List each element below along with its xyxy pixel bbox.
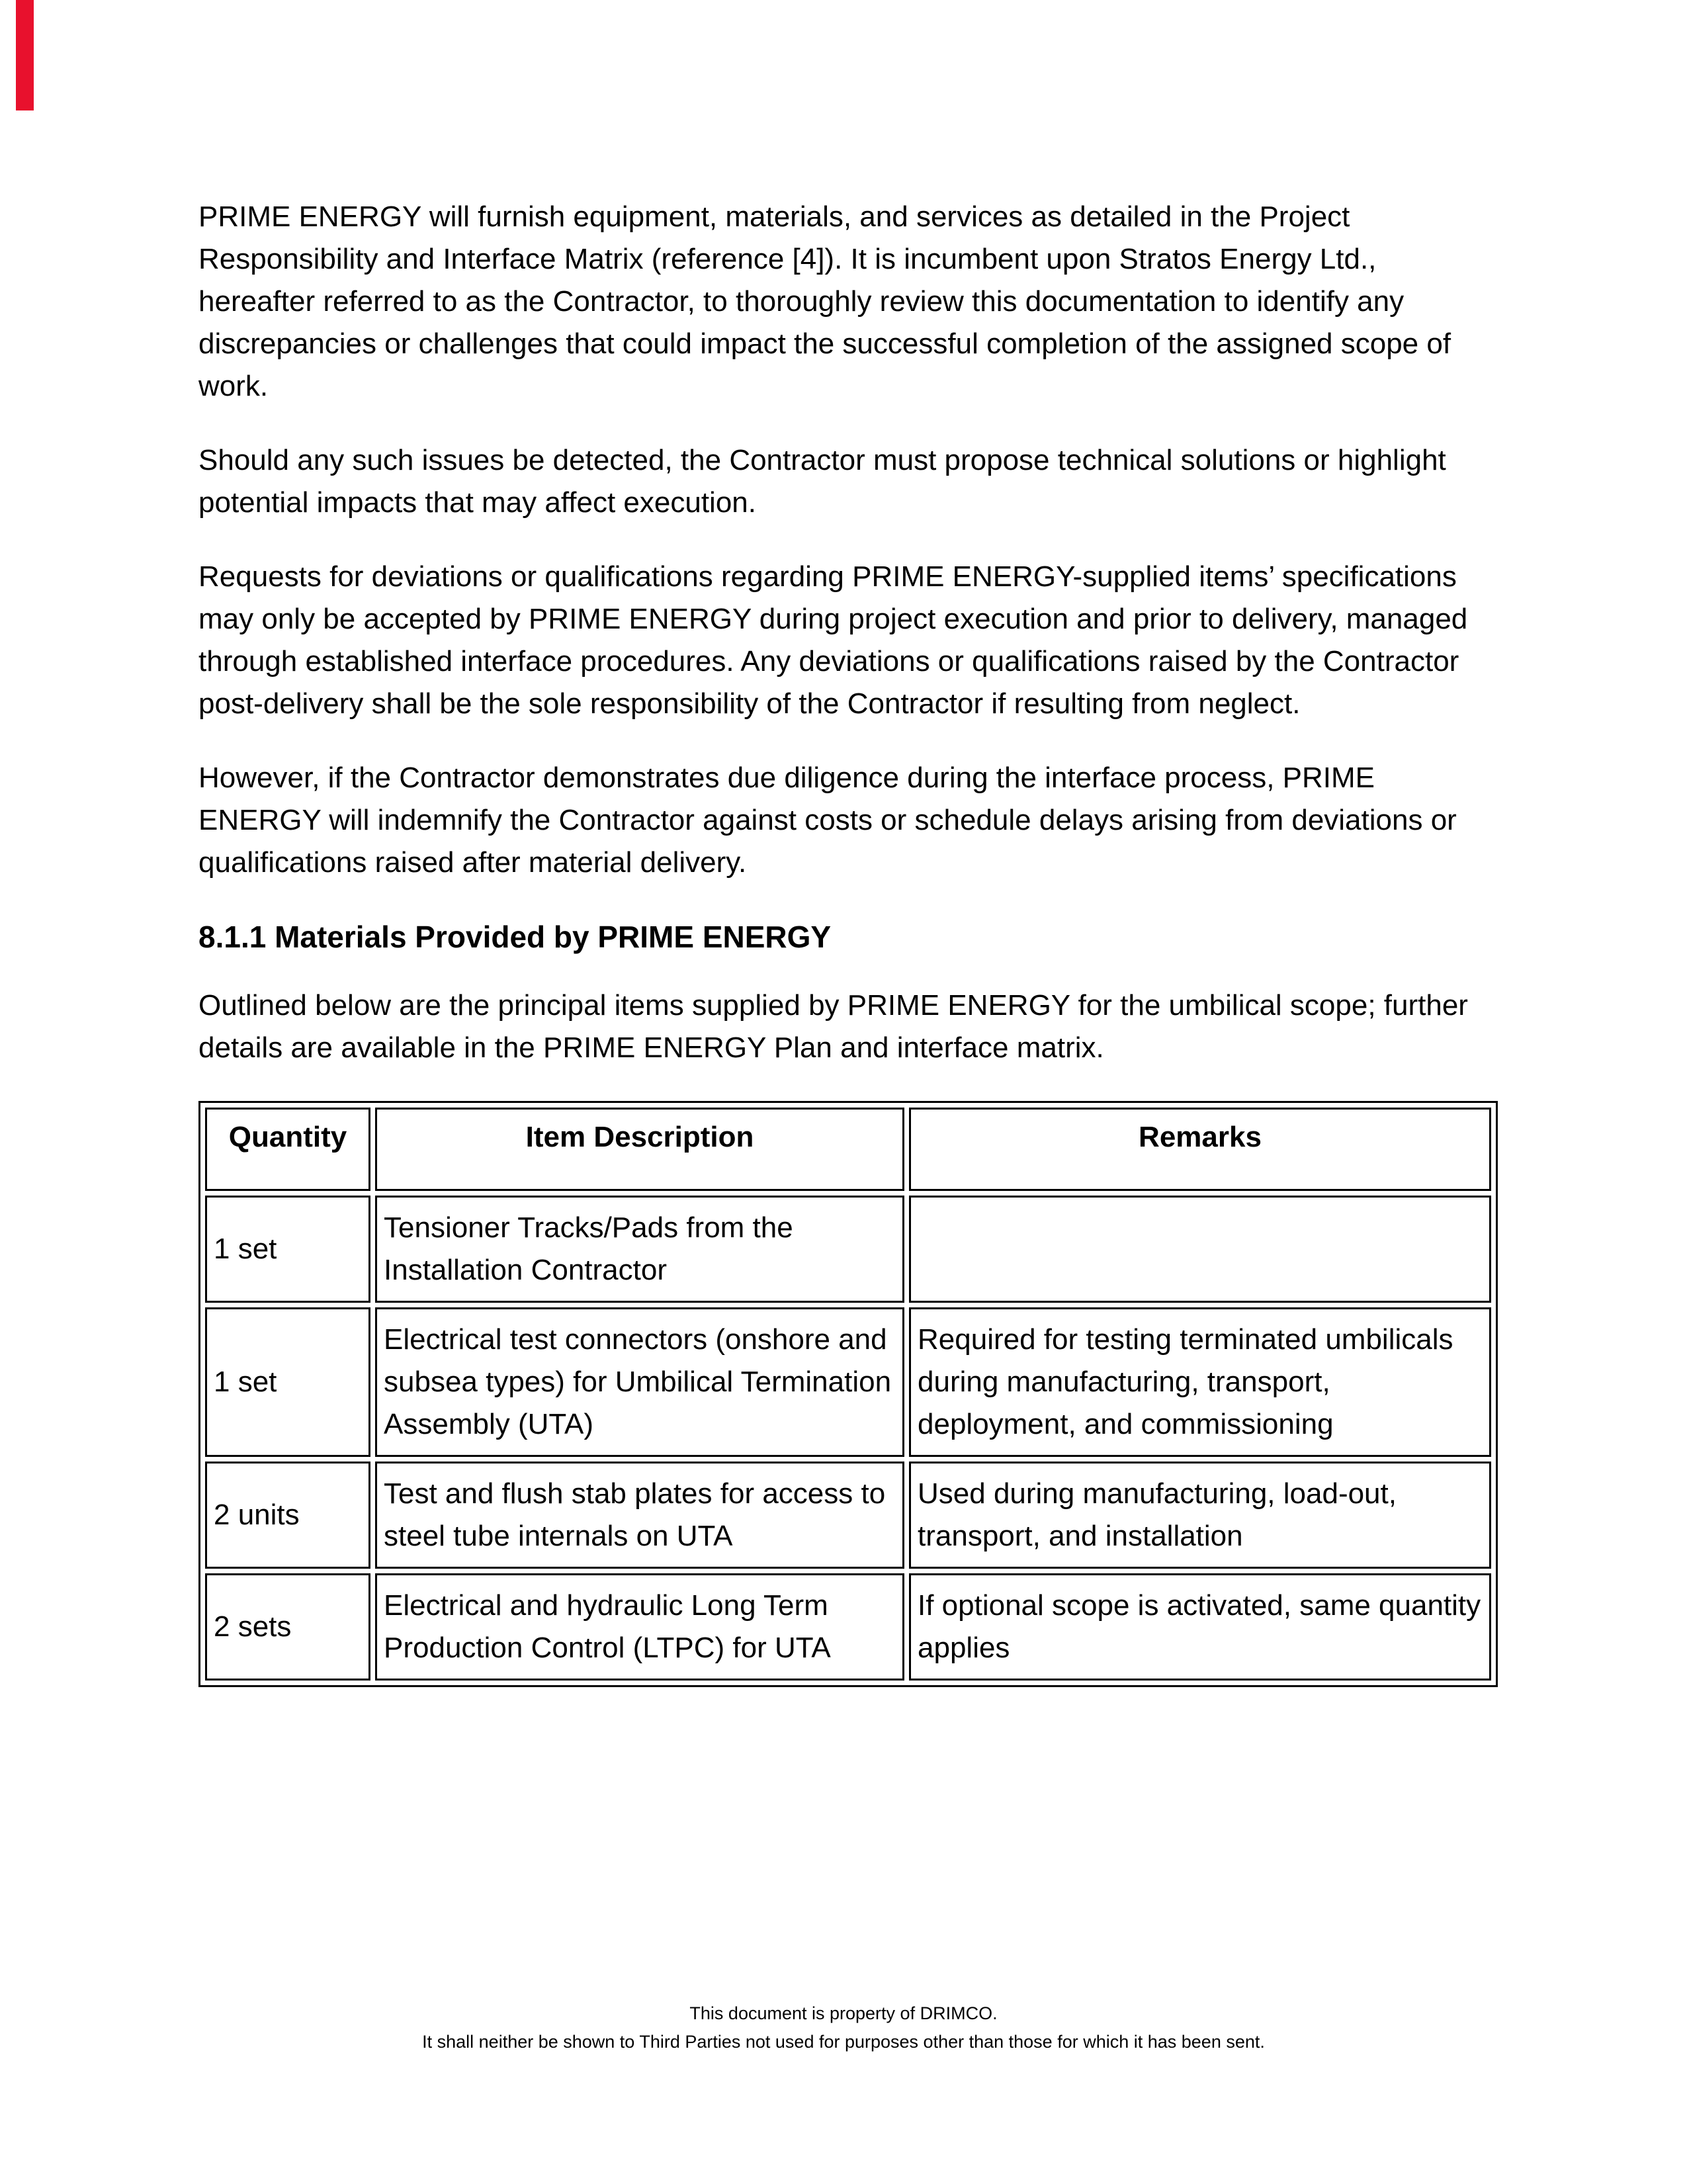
cell-quantity: 1 set: [205, 1307, 370, 1457]
cell-remarks: [909, 1196, 1491, 1303]
footer-confidentiality-line: It shall neither be shown to Third Parties not used for purposes other than those for which it has been sent.: [422, 2032, 1265, 2052]
cell-item-description: Test and flush stab plates for access to steel tube internals on UTA: [375, 1462, 904, 1569]
cell-item-description: Electrical and hydraulic Long Term Production Control (LTPC) for UTA: [375, 1573, 904, 1681]
paragraph-deviations-qualifications: Requests for deviations or qualifications regarding PRIME ENERGY-supplied items’ specifications may only be accepted by PRIME ENERGY during project execution and prior to delivery, managed through established interface procedures. Any deviations or qualifications raised by the Contractor post-delivery shall be the sole responsibility of the Contractor if resulting from neglect.: [198, 560, 1468, 720]
table-row: [205, 1196, 1491, 1303]
cell-item-description: Electrical test connectors (onshore and subsea types) for Umbilical Termination Assembly (UTA): [375, 1307, 904, 1457]
cell-quantity: 2 sets: [205, 1573, 370, 1681]
cell-remarks: If optional scope is activated, same quantity applies: [909, 1573, 1491, 1681]
column-header-item-description: Item Description: [375, 1108, 904, 1191]
document-footer: [0, 1999, 1687, 2056]
cell-quantity: 2 units: [205, 1462, 370, 1569]
cell-quantity: 1 set: [205, 1196, 370, 1303]
table-row: [205, 1573, 1491, 1681]
paragraph-outlined-below: Outlined below are the principal items supplied by PRIME ENERGY for the umbilical scope; further details are available in the PRIME ENERGY Plan and interface matrix.: [198, 989, 1468, 1064]
cell-remarks: Used during manufacturing, load-out, transport, and installation: [909, 1462, 1491, 1569]
table-row: [205, 1307, 1491, 1457]
paragraph-responsibility-matrix: PRIME ENERGY will furnish equipment, materials, and services as detailed in the Project Responsibility and Interface Matrix (reference [4]). It is incumbent upon Stratos Energy Ltd., hereafter referred to as the Contractor, to thoroughly review this documentation to identify any discrepancies or challenges that could impact the successful completion of the assigned scope of work.: [198, 200, 1451, 402]
cell-remarks: Required for testing terminated umbilicals during manufacturing, transport, deployment, and commissioning: [909, 1307, 1491, 1457]
table-header-row: [205, 1108, 1491, 1191]
section-heading-8-1-1: 8.1.1 Materials Provided by PRIME ENERGY: [198, 920, 832, 954]
column-header-quantity: Quantity: [205, 1108, 370, 1191]
column-header-remarks: Remarks: [909, 1108, 1491, 1191]
red-margin-marker: [16, 0, 34, 110]
document-body: [198, 196, 1489, 1687]
table-row: [205, 1462, 1491, 1569]
paragraph-issues-detected: Should any such issues be detected, the Contractor must propose technical solutions or highlight potential impacts that may affect execution.: [198, 444, 1446, 519]
paragraph-indemnify: However, if the Contractor demonstrates due diligence during the interface process, PRIME ENERGY will indemnify the Contractor against costs or schedule delays arising from deviations or qualifications raised after material delivery.: [198, 762, 1457, 879]
footer-property-line: This document is property of DRIMCO.: [689, 2003, 998, 2023]
materials-table: [198, 1101, 1498, 1687]
cell-item-description: Tensioner Tracks/Pads from the Installation Contractor: [375, 1196, 904, 1303]
